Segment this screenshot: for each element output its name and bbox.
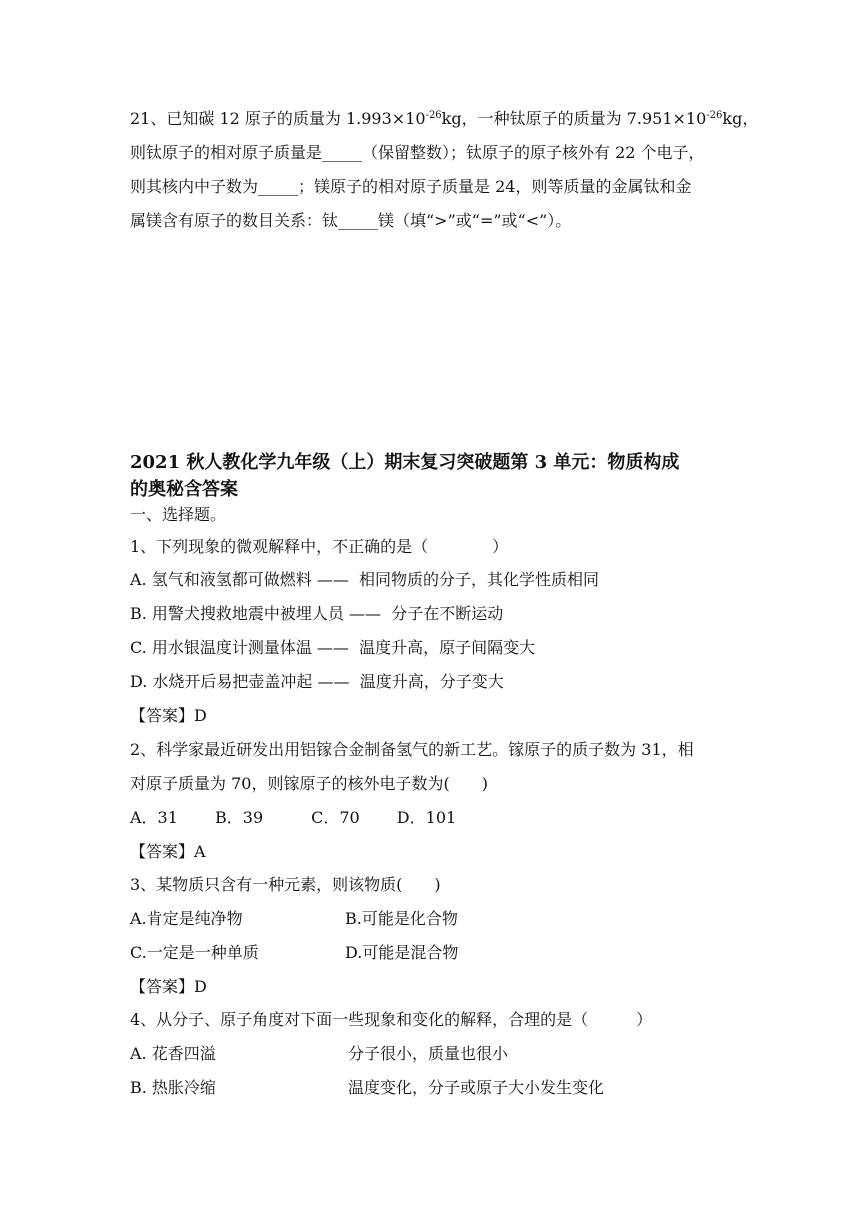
q1-option-b: B. 用警犬搜救地震中被埋人员 —— 分子在不断运动 <box>130 604 504 623</box>
q2-stem-line-2: 对原子质量为 70，则镓原子的核外电子数为( ) <box>130 774 488 793</box>
q21-text: 21、已知碳 12 原子的质量为 1.993×10 <box>130 109 426 128</box>
q2-options: A．31 B．39 C．70 D．101 <box>130 808 457 827</box>
q1-option-c: C. 用水银温度计测量体温 —— 温度升高，原子间隔变大 <box>130 638 536 657</box>
q3-answer: 【答案】D <box>130 977 207 996</box>
q4-option-b-explanation: 温度变化，分子或原子大小发生变化 <box>348 1078 605 1097</box>
q21-line-3: 则其核内中子数为_____；镁原子的相对原子质量是 24，则等质量的金属钛和金 <box>130 177 692 196</box>
q3-option-c: C.一定是一种单质 <box>130 943 259 962</box>
q21-line-1 <box>130 109 758 129</box>
q3-option-b: B.可能是化合物 <box>345 909 458 928</box>
q2-answer: 【答案】A <box>130 842 206 861</box>
document-title-line-2: 的奥秘含答案 <box>130 479 238 500</box>
section-heading: 一、选择题。 <box>130 505 227 524</box>
q21-line-2: 则钛原子的相对原子质量是_____（保留整数）；钛原子的原子核外有 22 个电子， <box>130 143 705 162</box>
q4-option-b: B. 热胀冷缩 <box>130 1078 216 1097</box>
q21-line-4: 属镁含有原子的数目关系：钛_____镁（填“>”或“=”或“<”）。 <box>130 211 572 230</box>
q1-answer: 【答案】D <box>130 706 207 725</box>
q21-exponent: -26 <box>706 110 723 121</box>
q1-option-a: A. 氢气和液氢都可做燃料 —— 相同物质的分子，其化学性质相同 <box>130 570 599 589</box>
q3-option-a: A.肯定是纯净物 <box>130 909 243 928</box>
q1-stem: 1、下列现象的微观解释中，不正确的是（ ） <box>130 537 509 556</box>
q4-option-a: A. 花香四溢 <box>130 1044 216 1063</box>
q3-stem: 3、某物质只含有一种元素，则该物质( ) <box>130 875 441 894</box>
q4-stem: 4、从分子、原子角度对下面一些现象和变化的解释，合理的是（ ） <box>130 1010 653 1029</box>
q21-text: kg，一种钛原子的质量为 7.951×10 <box>441 109 707 128</box>
q3-option-d: D.可能是混合物 <box>345 943 459 962</box>
q2-stem-line-1: 2、科学家最近研发出用铝镓合金制备氢气的新工艺。镓原子的质子数为 31，相 <box>130 740 694 759</box>
q4-option-a-explanation: 分子很小，质量也很小 <box>348 1044 509 1063</box>
q1-option-d: D. 水烧开后易把壶盖冲起 —— 温度升高，分子变大 <box>130 672 504 691</box>
q21-text: kg， <box>722 109 759 128</box>
q21-exponent: -26 <box>425 110 442 121</box>
document-title-line-1: 2021 秋人教化学九年级（上）期末复习突破题第 3 单元：物质构成 <box>130 452 680 473</box>
